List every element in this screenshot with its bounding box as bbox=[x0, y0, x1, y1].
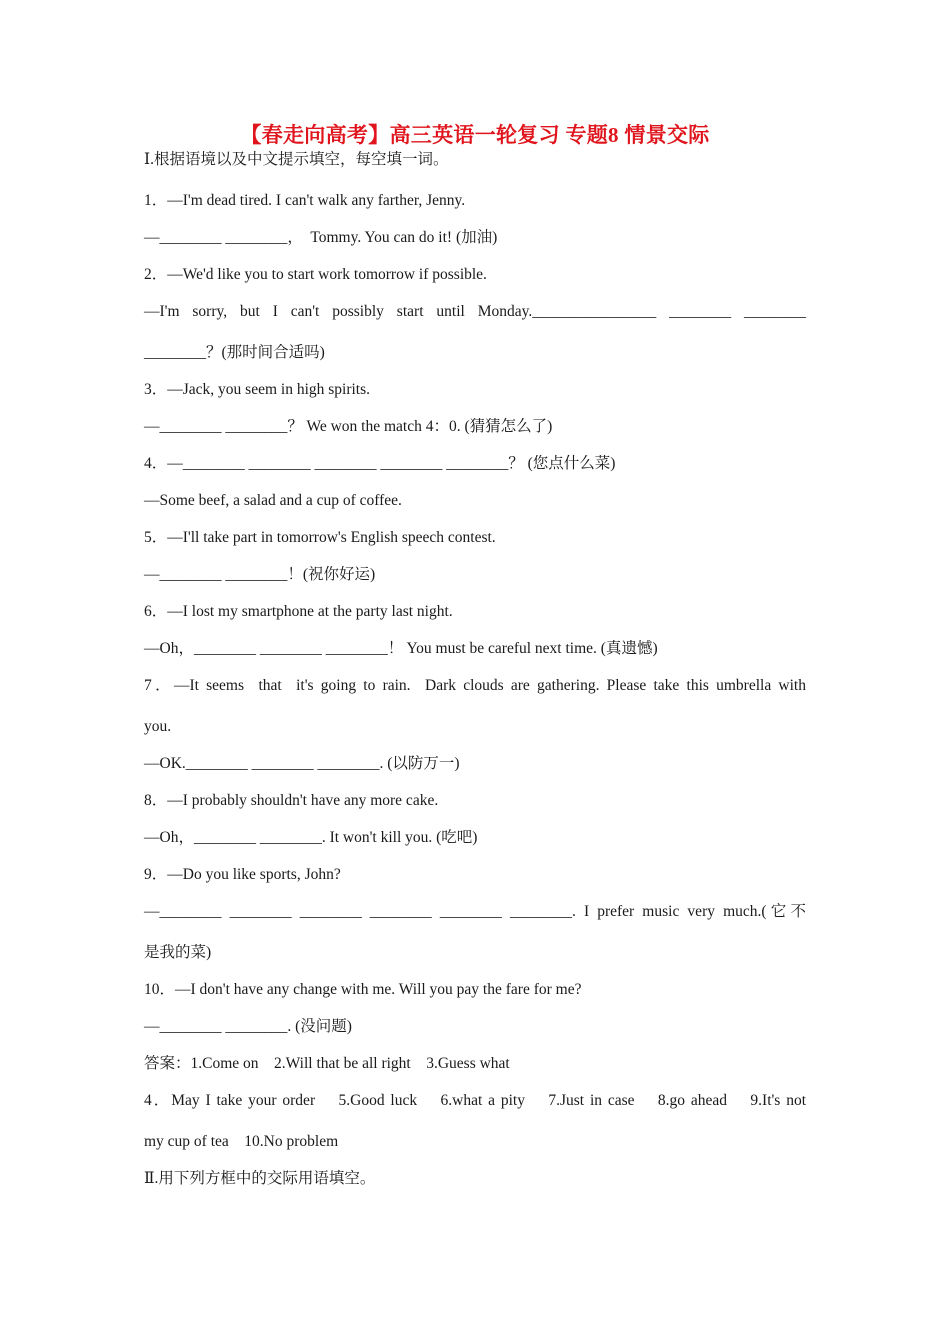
answer-line-10: —________ ________. (没问题) bbox=[144, 1018, 352, 1035]
answers-line-1: 答案：1.Come on 2.Will that be all right 3.Guess what bbox=[144, 1055, 510, 1072]
answer-line-4: —Some beef, a salad and a cup of coffee. bbox=[144, 492, 402, 509]
answer-line-9a: —________ ________ ________ ________ ________ ________. I prefer music very much.(它不 bbox=[144, 903, 806, 920]
answers-line-3: my cup of tea 10.No problem bbox=[144, 1133, 339, 1150]
answer-line-9b: 是我的菜) bbox=[144, 944, 212, 961]
question-1: 1．—I'm dead tired. I can't walk any farther, Jenny. bbox=[144, 192, 466, 209]
question-9: 9．—Do you like sports, John? bbox=[144, 866, 341, 883]
question-5: 5．—I'll take part in tomorrow's English speech contest. bbox=[144, 529, 496, 546]
answer-line-7: —OK.________ ________ ________. (以防万一) bbox=[144, 755, 460, 772]
question-6: 6．—I lost my smartphone at the party last night. bbox=[144, 603, 453, 620]
answer-line-6: —Oh，________ ________ ________！ You must be careful next time. (真遗憾) bbox=[144, 640, 658, 657]
page-title: 【春走向高考】高三英语一轮复习 专题8 情景交际 bbox=[240, 123, 710, 147]
answers-line-2: 4．May I take your order 5.Good luck 6.what a pity 7.Just in case 8.go ahead 9.It's not bbox=[144, 1092, 806, 1109]
section-2-heading: Ⅱ.用下列方框中的交际用语填空。 bbox=[144, 1170, 376, 1187]
question-8: 8．—I probably shouldn't have any more cake. bbox=[144, 792, 439, 809]
answer-line-2a: —I'm sorry, but I can't possibly start until Monday.________________ ________ ________ bbox=[144, 303, 806, 320]
question-3: 3．—Jack, you seem in high spirits. bbox=[144, 381, 371, 398]
answer-line-1: —________ ________， Tommy. You can do it! (加油) bbox=[144, 229, 498, 246]
answer-line-2b: ________？(那时间合适吗) bbox=[144, 344, 325, 361]
answer-line-5: —________ ________！(祝你好运) bbox=[144, 566, 376, 583]
question-2: 2．—We'd like you to start work tomorrow if possible. bbox=[144, 266, 487, 283]
answer-line-3: —________ ________？ We won the match 4：0. (猜猜怎么了) bbox=[144, 418, 553, 435]
question-10: 10．—I don't have any change with me. Will you pay the fare for me? bbox=[144, 981, 582, 998]
answer-line-8: —Oh，________ ________. It won't kill you. (吃吧) bbox=[144, 829, 478, 846]
section-1-heading: Ⅰ.根据语境以及中文提示填空，每空填一词。 bbox=[144, 151, 449, 168]
question-7b: you. bbox=[144, 718, 172, 735]
question-7a: 7．—It seems that it's going to rain. Dark clouds are gathering. Please take this umbrella with bbox=[144, 677, 806, 694]
document-page bbox=[144, 120, 806, 1189]
question-4: 4．—________ ________ ________ ________ ________？ (您点什么菜) bbox=[144, 455, 616, 472]
